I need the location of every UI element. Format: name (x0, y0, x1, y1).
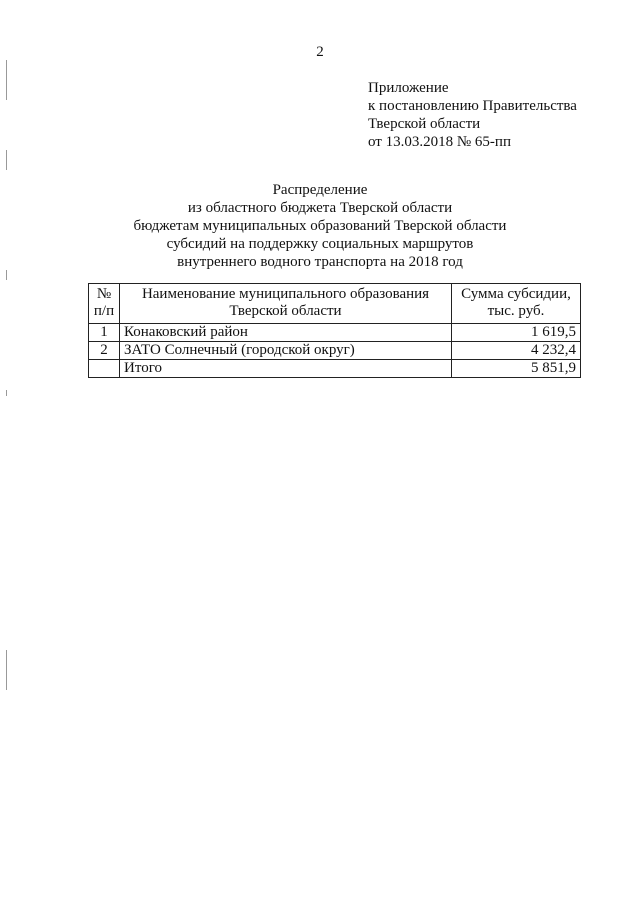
row-sum: 4 232,4 (452, 342, 581, 360)
appendix-line: Приложение (368, 80, 449, 96)
appendix-block (368, 79, 628, 151)
row-name: ЗАТО Солнечный (городской округ) (120, 342, 452, 360)
document-title (0, 181, 640, 271)
header-sum-line1: Сумма субсидии, (461, 286, 571, 302)
row-sum: 1 619,5 (452, 324, 581, 342)
header-name (120, 284, 452, 324)
appendix-line: от 13.03.2018 № 65-пп (368, 134, 511, 150)
distribution-table (88, 283, 581, 378)
row-num (89, 360, 120, 378)
title-line: бюджетам муниципальных образований Тверской области (133, 218, 507, 234)
row-num: 1 (89, 324, 120, 342)
header-num-line1: № (96, 286, 112, 302)
row-name: Итого (120, 360, 452, 378)
header-name-line1: Наименование муниципального образования (141, 286, 430, 302)
page-number: 2 (316, 44, 324, 60)
title-line: внутреннего водного транспорта на 2018 год (177, 254, 463, 270)
table-total-row (89, 360, 581, 378)
header-num-line2: п/п (93, 303, 115, 319)
row-num: 2 (89, 342, 120, 360)
table-header-row (89, 284, 581, 324)
row-sum: 5 851,9 (452, 360, 581, 378)
row-name: Конаковский район (120, 324, 452, 342)
header-num (89, 284, 120, 324)
title-line: из областного бюджета Тверской области (187, 200, 453, 216)
title-line: Распределение (272, 182, 368, 198)
scan-margin-marks (6, 60, 8, 720)
table-row (89, 324, 581, 342)
appendix-line: Тверской области (368, 116, 481, 132)
appendix-line: к постановлению Правительства (368, 98, 577, 114)
header-sum-line2: тыс. руб. (487, 303, 545, 319)
header-name-line2: Тверской области (229, 303, 342, 319)
table-row (89, 342, 581, 360)
title-line: субсидий на поддержку социальных маршрутов (166, 236, 474, 252)
header-sum (452, 284, 581, 324)
